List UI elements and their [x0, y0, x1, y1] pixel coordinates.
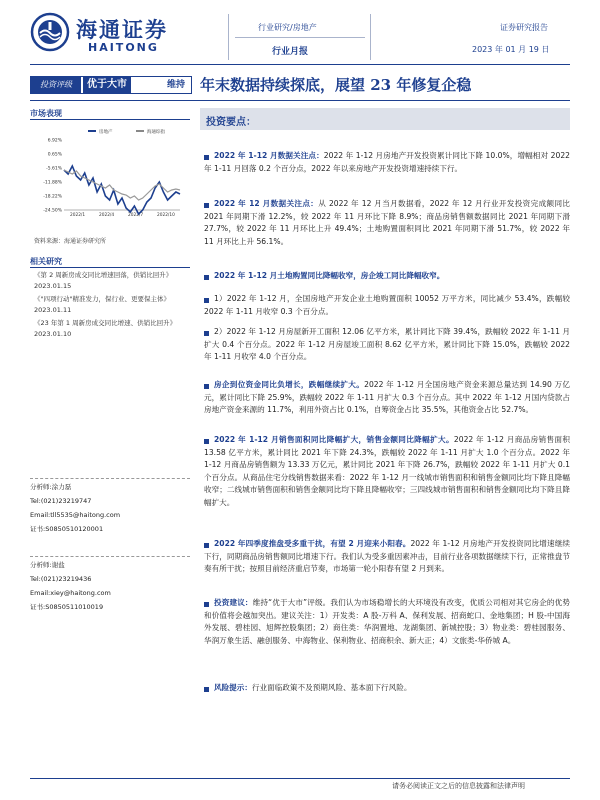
related-heading: 相关研究	[30, 257, 62, 266]
analyst-tel: Tel:(021)23219747	[30, 497, 92, 505]
y-tick-label: 0.65%	[47, 152, 62, 158]
y-tick-label: -11.88%	[43, 180, 62, 186]
y-tick-label: 6.92%	[47, 138, 62, 144]
header-divider	[235, 37, 365, 38]
report-type: 行业月报	[272, 47, 309, 57]
section-rule	[30, 267, 190, 268]
x-tick-label: 2022/4	[99, 213, 115, 218]
key-point-7: 2022 年 1-12 月销售面积同比降幅扩大，销售金额同比降幅扩大。2022 年 1-12 月商品房销售面积 13.58 亿平方米，累计同比 2021 年下降 24.3%，跌幅较 2022 年 1-11 月扩大 1.0 个百分点。2022 年 1-12 月商品房销售额为 13.33 万亿元，累计同比 2021 年下降 26.7%，跌幅较 2022 年 1-11 月扩大 0.1 个百分点。从商品住宅分线销售数据来看：2022 年 1-12 月一线城市销售面积和销售金额同比均下降且降幅收窄；二线城市销售面积和销售金额同比均下降且降幅收窄；三四线城市销售面积和销售金额同比均下降且降幅扩大。	[204, 435, 570, 507]
key-point-5: 2）2022 年 1-12 月房屋新开工面积 12.06 亿平方米，累计同比下降 39.4%，跌幅较 2022 年 1-11 月扩大 0.4 个百分点。2022 年 1-12 月房屋竣工面积 8.62 亿平方米，累计同比下降 15.0%，跌幅较 2022 年 1-11 月收窄 4.0 个百分点。	[204, 327, 570, 361]
footer-rule	[30, 778, 570, 779]
header-divider	[228, 14, 229, 60]
company-logo	[30, 12, 180, 56]
analyst-divider	[30, 478, 190, 479]
series-line-index	[64, 170, 180, 200]
report-date: 2023 年 01 月 19 日	[472, 45, 550, 54]
market-performance-chart	[30, 124, 190, 224]
logo-text-en: HAITONG	[88, 41, 159, 54]
key-point-10: 风险提示：行业面临政策不及预期风险、基本面下行风险。	[214, 683, 412, 692]
title-rule	[30, 100, 570, 101]
logo-text-cn: 海通证券	[76, 17, 168, 42]
x-tick-label: 2022/7	[128, 213, 144, 218]
rating-label: 投资评级	[31, 77, 81, 93]
legend-label: 房地产	[99, 130, 113, 135]
related-item[interactable]: 《第 2 周新房成交同比增速回落，供销比回升》2023.01.15	[34, 271, 173, 290]
analyst-cert: 证书:S0850511010019	[30, 603, 104, 611]
rating-badge	[30, 76, 192, 94]
key-points-heading: 投资要点：	[206, 117, 256, 128]
section-rule	[30, 119, 190, 120]
key-point-9: 投资建议：维持“优于大市”评级。我们认为市场稳增长的大环境没有改变，优质公司相对其它房企的优势和价值将会越加突出。建议关注：1）开发类：A 股-万科 A、保利发展、招商蛇口、金地集团；H 股-中国海外发展、碧桂园、旭辉控股集团；2）商住类：华润置地、龙湖集团、新城控股；3）物业类：碧桂园服务、华润万象生活、融创服务、中海物业、保利物业、招商积余、新大正；4）文旅类-华侨城 A。	[204, 598, 570, 645]
rating-value: 优于大市	[83, 77, 131, 93]
analyst-1	[30, 480, 190, 536]
analyst-2	[30, 558, 190, 614]
key-point-8: 2022 年四季度推盘受多重干扰，有望 2 月迎来小阳春。2022 年 1-12 月房地产开发投资同比增速继续下行，同期商品房销售额同比增速下行。我们认为受多重因素冲击，目前行业各项数据继续下行，正常推盘节奏有所干扰；按照目前经济重启节奏，市场第一轮小阳春有望 2 月到来。	[204, 539, 570, 573]
key-point-4: 1）2022 年 1-12 月，全国房地产开发企业土地购置面积 10052 万平方米，同比减少 53.4%，跌幅较 2022 年 1-11 月收窄 0.3 个百分点。	[204, 294, 570, 316]
chart-source: 资料来源：海通证券研究所	[34, 238, 107, 245]
market-heading: 市场表现	[30, 109, 62, 118]
related-item[interactable]: 《"四项行动"精准发力，保行业、更要保主体》2023.01.11	[34, 295, 170, 314]
analyst-name: 分析师:涂力磊	[30, 483, 72, 491]
y-tick-label: -5.61%	[46, 166, 62, 172]
key-point-2: 2022 年 12 月数据关注点：从 2022 年 12 月当月数据看，2022 年 12 月行业开发投资完成额同比 2021 年同期下滑 12.2%，较 2022 年 11 月环比下降 8.9%；商品房销售额数据同比 2021 年同期下滑 27.7%，较 2022 年 11 月环比上升 49.4%；土地购置面积同比 2021 年同期下滑 51.7%，较 2022 年 11 月环比上升 56.1%。	[204, 199, 570, 246]
report-category: 行业研究/房地产	[258, 23, 317, 32]
series-line-property	[64, 166, 180, 214]
x-tick-label: 2022/1	[70, 213, 86, 218]
analyst-email[interactable]: Email:xiey@haitong.com	[30, 589, 111, 597]
header-rule	[30, 64, 570, 65]
analyst-email[interactable]: Email:tll5535@haitong.com	[30, 511, 121, 519]
logo-emblem-icon	[30, 12, 70, 52]
legend-label: 海通综指	[147, 130, 165, 135]
rating-change: 维持	[166, 80, 185, 90]
key-point-3: 2022 年 1-12 月土地购置同比降幅收窄，房企竣工同比降幅收窄。	[214, 271, 445, 280]
analyst-name: 分析师:谢盐	[30, 561, 65, 569]
key-point-1: 2022 年 1-12 月数据关注点：2022 年 1-12 月房地产开发投资累计同比下降 10.0%，增幅相对 2022 年 1-11 月回落 0.2 个百分点，2022 年以来房地产开发投资增速持续下行。	[204, 151, 570, 173]
footer-disclaimer: 请务必阅读正文之后的信息披露和法律声明	[392, 782, 525, 790]
x-tick-label: 2022/10	[157, 213, 175, 218]
analyst-divider	[30, 556, 190, 557]
y-tick-label: -18.22%	[43, 194, 62, 200]
y-tick-label: -24.50%	[43, 208, 62, 214]
key-point-6: 房企到位资金同比负增长，跌幅继续扩大。2022 年 1-12 月全国房地产资金来源总量达到 14.90 万亿元，累计同比下降 25.9%，跌幅较 2022 年 1-11 月扩大 0.3 个百分点。其中 2022 年 1-12 月国内贷款占房地产资金来源的 11.7%，利用外资占比 0.1%，自筹资金占比 35.5%，其他资金占比 52.7%。	[204, 380, 571, 414]
related-item[interactable]: 《23 年第 1 周新房成交同比增速、供销比回升》2023.01.10	[34, 319, 177, 338]
report-label: 证券研究报告	[500, 23, 548, 32]
page-title: 年末数据持续探底，展望 23 年修复企稳	[200, 76, 472, 94]
analyst-cert: 证书:S0850510120001	[30, 525, 104, 533]
header-divider	[370, 14, 371, 60]
analyst-tel: Tel:(021)23219436	[30, 575, 92, 583]
